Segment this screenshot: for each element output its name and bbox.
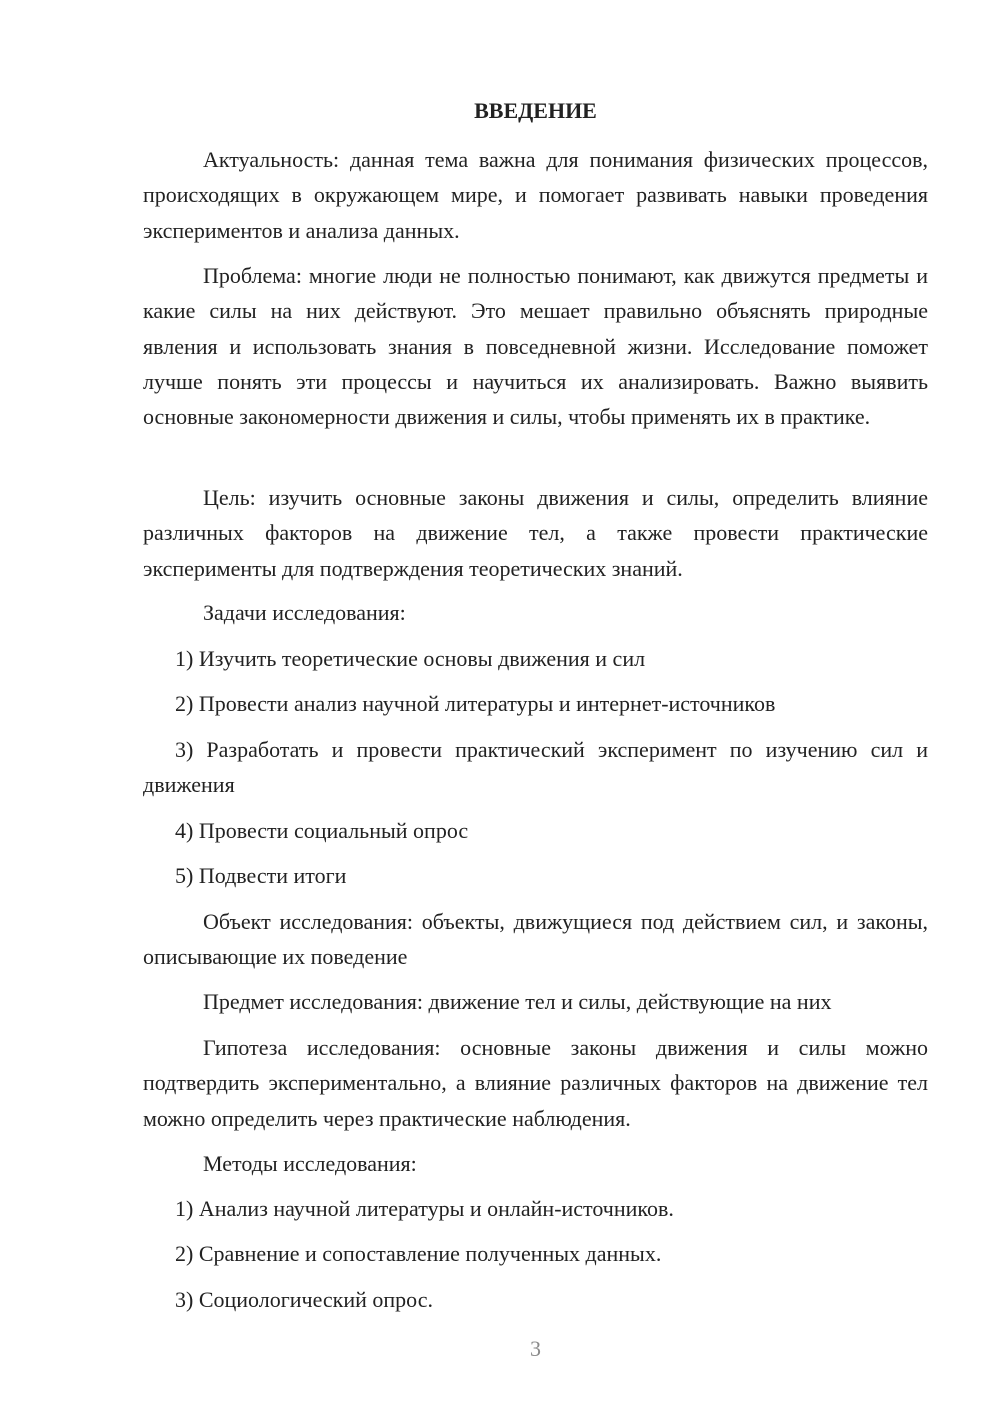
method-item-3: 3) Социологический опрос. <box>175 1287 433 1312</box>
task-item-3: 3) Разработать и провести практический эксперимент по изучению сил и движения <box>143 737 928 798</box>
relevance-paragraph: Актуальность: данная тема важна для понимания физических процессов, происходящих в окружающем мире, и помогает развивать навыки проведения экспериментов и анализа данных. <box>143 147 928 243</box>
method-item-1: 1) Анализ научной литературы и онлайн-источников. <box>175 1196 674 1221</box>
object-paragraph: Объект исследования: объекты, движущиеся под действием сил, и законы, описывающие их поведение <box>143 909 928 970</box>
task-item-2: 2) Провести анализ научной литературы и интернет-источников <box>175 691 776 716</box>
hypothesis-paragraph: Гипотеза исследования: основные законы движения и силы можно подтвердить экспериментально, а влияние различных факторов на движение тел можно определить через практические наблюдения. <box>143 1035 928 1131</box>
task-item-5: 5) Подвести итоги <box>175 863 347 888</box>
goal-paragraph: Цель: изучить основные законы движения и силы, определить влияние различных факторов на движение тел, а также провести практические эксперименты для подтверждения теоретических знаний. <box>143 485 928 581</box>
task-item-4: 4) Провести социальный опрос <box>175 818 469 843</box>
document-page <box>143 0 928 1414</box>
problem-paragraph: Проблема: многие люди не полностью понимают, как движутся предметы и какие силы на них действуют. Это мешает правильно объяснять природные явления и использовать знания в повседневной жизни. Исследование поможет лучше понять эти процессы и научиться их анализировать. Важно выявить основные закономерности движения и силы, чтобы применять их в практике. <box>143 263 928 430</box>
tasks-heading: Задачи исследования: <box>203 600 406 625</box>
subject-paragraph: Предмет исследования: движение тел и силы, действующие на них <box>203 989 832 1014</box>
task-item-1: 1) Изучить теоретические основы движения и сил <box>175 646 646 671</box>
method-item-2: 2) Сравнение и сопоставление полученных данных. <box>175 1241 662 1266</box>
methods-heading: Методы исследования: <box>203 1151 417 1176</box>
page-title: ВВЕДЕНИЕ <box>474 98 597 123</box>
page-number: 3 <box>530 1336 541 1361</box>
